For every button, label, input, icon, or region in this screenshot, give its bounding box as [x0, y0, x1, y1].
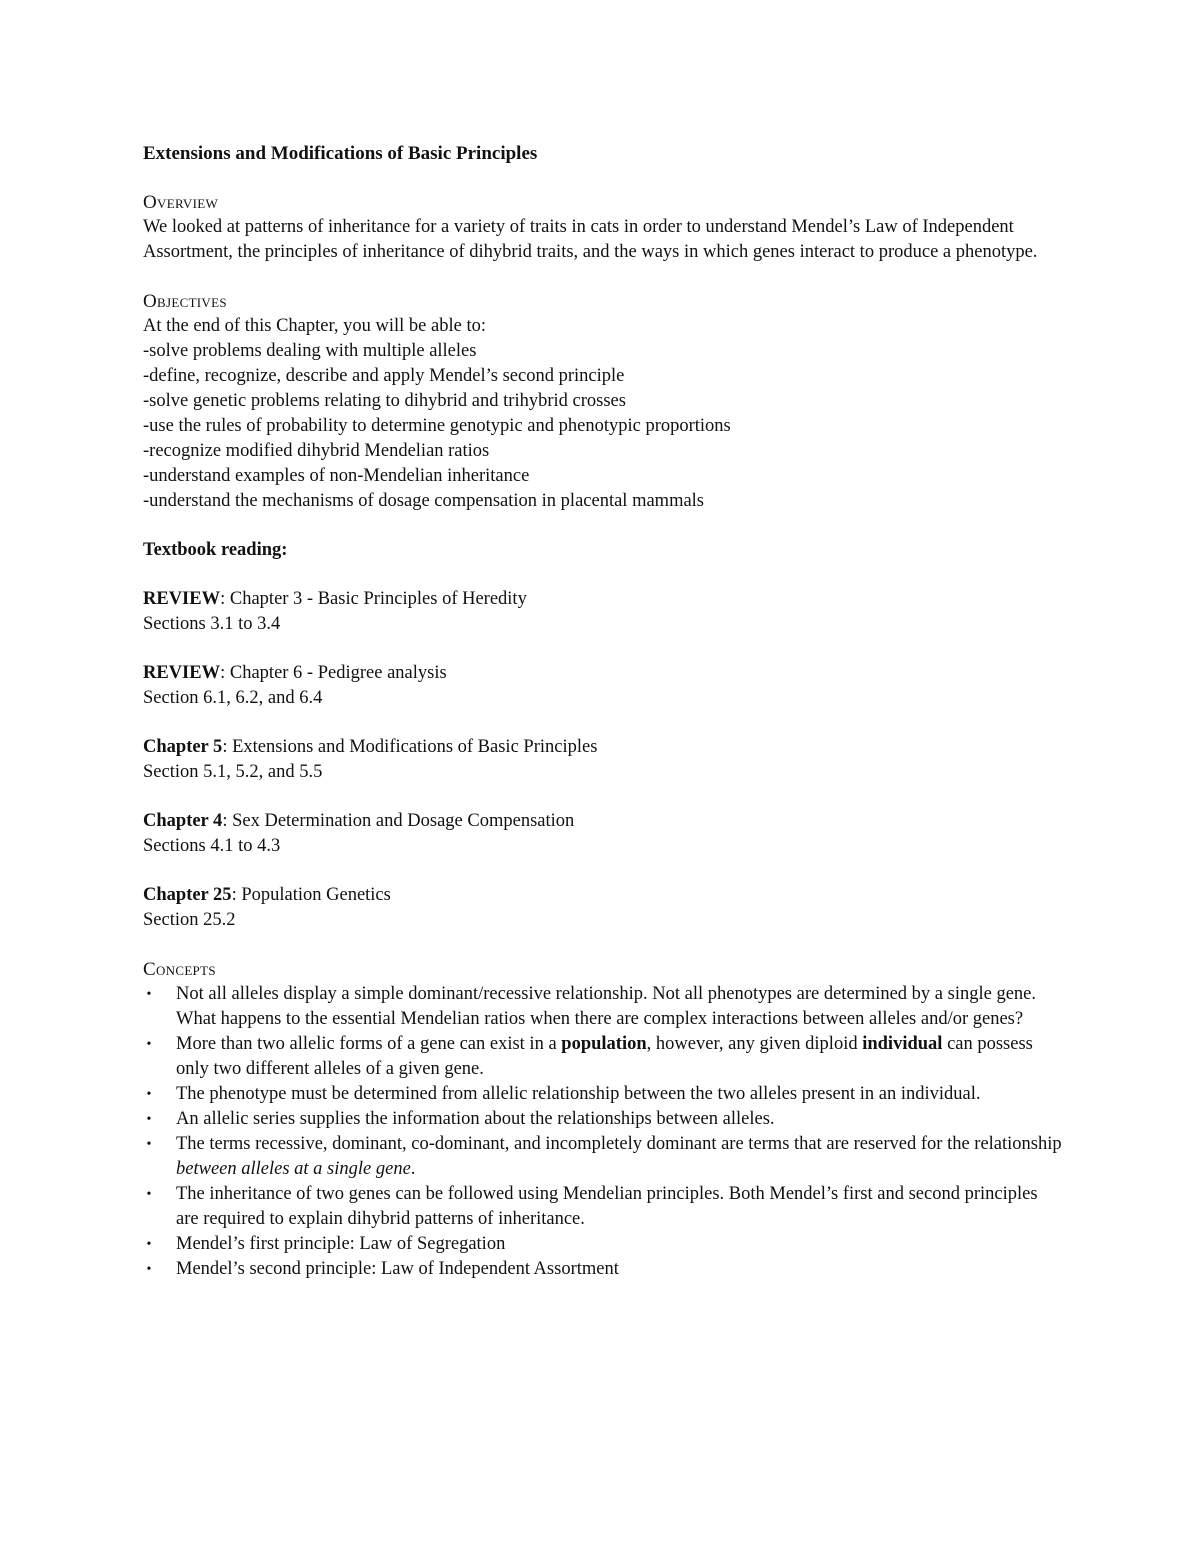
bullet-icon: • — [146, 1137, 152, 1152]
concept-item — [143, 1232, 1063, 1257]
document-title: Extensions and Modifications of Basic Principles — [143, 143, 538, 164]
concept-item — [143, 1257, 1063, 1282]
bullet-icon: • — [146, 1237, 152, 1252]
reading-label: REVIEW — [143, 589, 221, 609]
overview-heading: Overview — [143, 192, 219, 213]
concept-text: , however, any given diploid — [646, 1034, 863, 1054]
reading-sections: Section 5.1, 5.2, and 5.5 — [143, 762, 323, 782]
reading-entry — [143, 735, 1063, 785]
objective-item: -solve genetic problems relating to dihybrid and trihybrid crosses — [143, 391, 626, 411]
concept-text: . — [410, 1159, 416, 1179]
reading-sections: Section 6.1, 6.2, and 6.4 — [143, 688, 323, 708]
reading-sections: Section 25.2 — [143, 910, 236, 930]
concept-text: Mendel’s second principle: Law of Independent Assortment — [176, 1259, 619, 1279]
bullet-icon: • — [146, 1262, 152, 1277]
concept-item — [143, 982, 1063, 1032]
concept-text: Not all alleles display a simple dominant/recessive relationship. Not all phenotypes are determined by a single gene. What happens to the essential Mendelian ratios when there are complex interactions between alleles and/or genes? — [176, 984, 1037, 1029]
reading-entry — [143, 587, 1063, 637]
objective-item: -recognize modified dihybrid Mendelian ratios — [143, 441, 490, 461]
bullet-icon: • — [146, 1037, 152, 1052]
document-page — [143, 140, 1063, 1282]
objective-item: -use the rules of probability to determine genotypic and phenotypic proportions — [143, 416, 731, 436]
concept-item — [143, 1082, 1063, 1107]
reading-sections: Sections 3.1 to 3.4 — [143, 614, 281, 634]
concept-text: More than two allelic forms of a gene can exist in a — [176, 1034, 562, 1054]
textbook-heading: Textbook reading: — [143, 540, 288, 560]
concept-emphasis: individual — [862, 1034, 943, 1054]
reading-title: : Chapter 6 - Pedigree analysis — [220, 663, 447, 683]
reading-entry — [143, 661, 1063, 711]
concepts-list — [143, 982, 1063, 1282]
reading-entry — [143, 809, 1063, 859]
objective-item: -understand the mechanisms of dosage compensation in placental mammals — [143, 491, 705, 511]
textbook-section — [143, 538, 1063, 933]
overview-text: We looked at patterns of inheritance for a variety of traits in cats in order to understand Mendel’s Law of Independent Assortment, the principles of inheritance of dihybrid traits, and the ways in which genes interact to produce a phenotype. — [143, 217, 1038, 262]
concept-text: The inheritance of two genes can be followed using Mendelian principles. Both Mendel’s first and second principles are required to explain dihybrid patterns of inheritance. — [176, 1184, 1038, 1229]
reading-label: Chapter 4 — [143, 811, 223, 831]
concept-item — [143, 1107, 1063, 1132]
bullet-icon: • — [146, 1087, 152, 1102]
concept-text: An allelic series supplies the information about the relationships between alleles. — [176, 1109, 775, 1129]
concept-item — [143, 1182, 1063, 1232]
objective-item: -understand examples of non-Mendelian inheritance — [143, 466, 530, 486]
bullet-icon: • — [146, 1187, 152, 1202]
objectives-section — [143, 289, 1063, 514]
concept-text: Mendel’s first principle: Law of Segregation — [176, 1234, 506, 1254]
reading-title: : Population Genetics — [231, 885, 391, 905]
concepts-section — [143, 957, 1063, 1282]
reading-label: Chapter 25 — [143, 885, 232, 905]
objectives-heading: Objectives — [143, 291, 227, 312]
concept-text: The terms recessive, dominant, co-dominant, and incompletely dominant are terms that are reserved for the relationship — [176, 1134, 1062, 1154]
reading-label: Chapter 5 — [143, 737, 223, 757]
objective-item: -define, recognize, describe and apply Mendel’s second principle — [143, 366, 625, 386]
reading-label: REVIEW — [143, 663, 221, 683]
concepts-heading: Concepts — [143, 959, 216, 980]
objective-item: -solve problems dealing with multiple alleles — [143, 341, 477, 361]
bullet-icon: • — [146, 987, 152, 1002]
concept-emphasis: population — [561, 1034, 647, 1054]
concept-text: can possess only two different alleles of a given gene. — [176, 1034, 1033, 1079]
reading-title: : Chapter 3 - Basic Principles of Heredity — [220, 589, 527, 609]
concept-italic: between alleles at a single gene — [176, 1159, 411, 1179]
overview-section — [143, 190, 1063, 265]
bullet-icon: • — [146, 1112, 152, 1127]
reading-title: : Sex Determination and Dosage Compensation — [222, 811, 575, 831]
reading-entry — [143, 883, 1063, 933]
reading-title: : Extensions and Modifications of Basic Principles — [222, 737, 598, 757]
objectives-intro: At the end of this Chapter, you will be able to: — [143, 316, 486, 336]
concept-item — [143, 1132, 1063, 1182]
reading-sections: Sections 4.1 to 4.3 — [143, 836, 281, 856]
concept-item — [143, 1032, 1063, 1082]
concept-text: The phenotype must be determined from allelic relationship between the two alleles present in an individual. — [176, 1084, 981, 1104]
